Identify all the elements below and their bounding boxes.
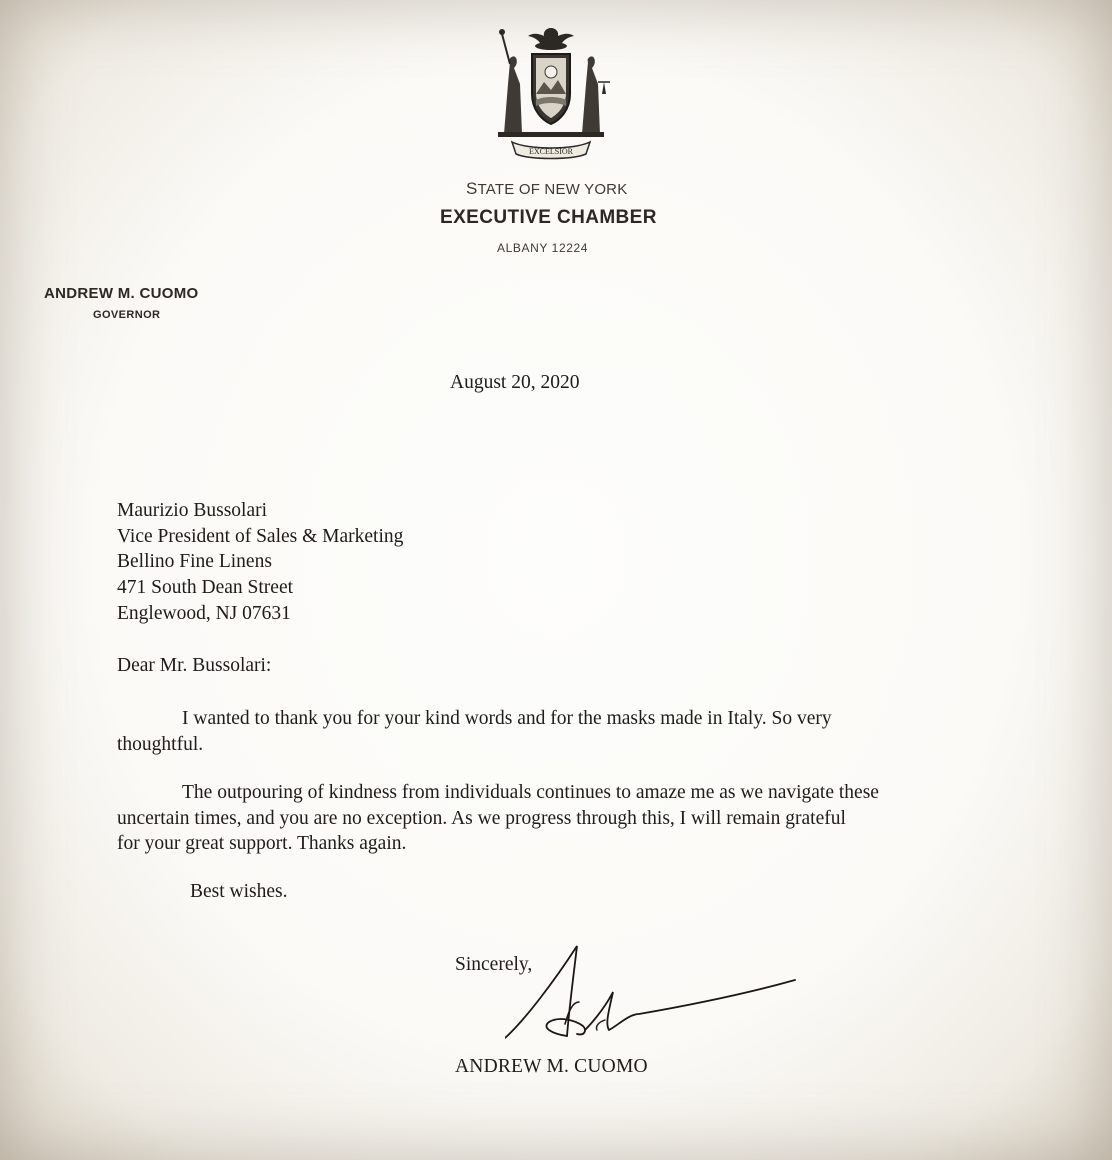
body-line: for your great support. Thanks again. (117, 833, 407, 854)
recipient-address-block (117, 498, 403, 627)
governor-name: ANDREW M. CUOMO (44, 285, 199, 302)
closing-sign-off: Sincerely, (455, 954, 533, 975)
recipient-company: Bellino Fine Linens (117, 551, 272, 573)
body-line: uncertain times, and you are no exception. As we progress through this, I will remain grateful (117, 807, 846, 829)
body-line: thoughtful. (117, 733, 204, 755)
letterhead-city: ALBANY 12224 (497, 241, 589, 255)
recipient-position: Vice President of Sales & Marketing (117, 525, 404, 547)
signer-name: ANDREW M. CUOMO (455, 1056, 648, 1077)
salutation: Dear Mr. Bussolari: (117, 655, 272, 676)
new-york-state-seal (488, 24, 614, 162)
letter-date: August 20, 2020 (450, 372, 580, 393)
body-paragraph-2 (117, 780, 987, 857)
body-paragraph-1 (117, 706, 987, 757)
governor-title: GOVERNOR (93, 309, 161, 321)
seal-motto: EXCELSIOR (529, 147, 573, 156)
recipient-city: Englewood, NJ 07631 (117, 602, 291, 624)
closing-wishes: Best wishes. (190, 881, 288, 902)
body-line: I wanted to thank you for your kind words and for the masks made in Italy. So very (182, 708, 832, 729)
letterhead-chamber: EXECUTIVE CHAMBER (440, 207, 657, 228)
recipient-name: Maurizio Bussolari (117, 500, 268, 521)
handwritten-signature (505, 940, 805, 1050)
body-line: The outpouring of kindness from individuals continues to amaze me as we navigate these (182, 782, 879, 803)
letterhead-state: STATE OF NEW YORK (466, 179, 628, 198)
recipient-street: 471 South Dean Street (117, 577, 294, 599)
